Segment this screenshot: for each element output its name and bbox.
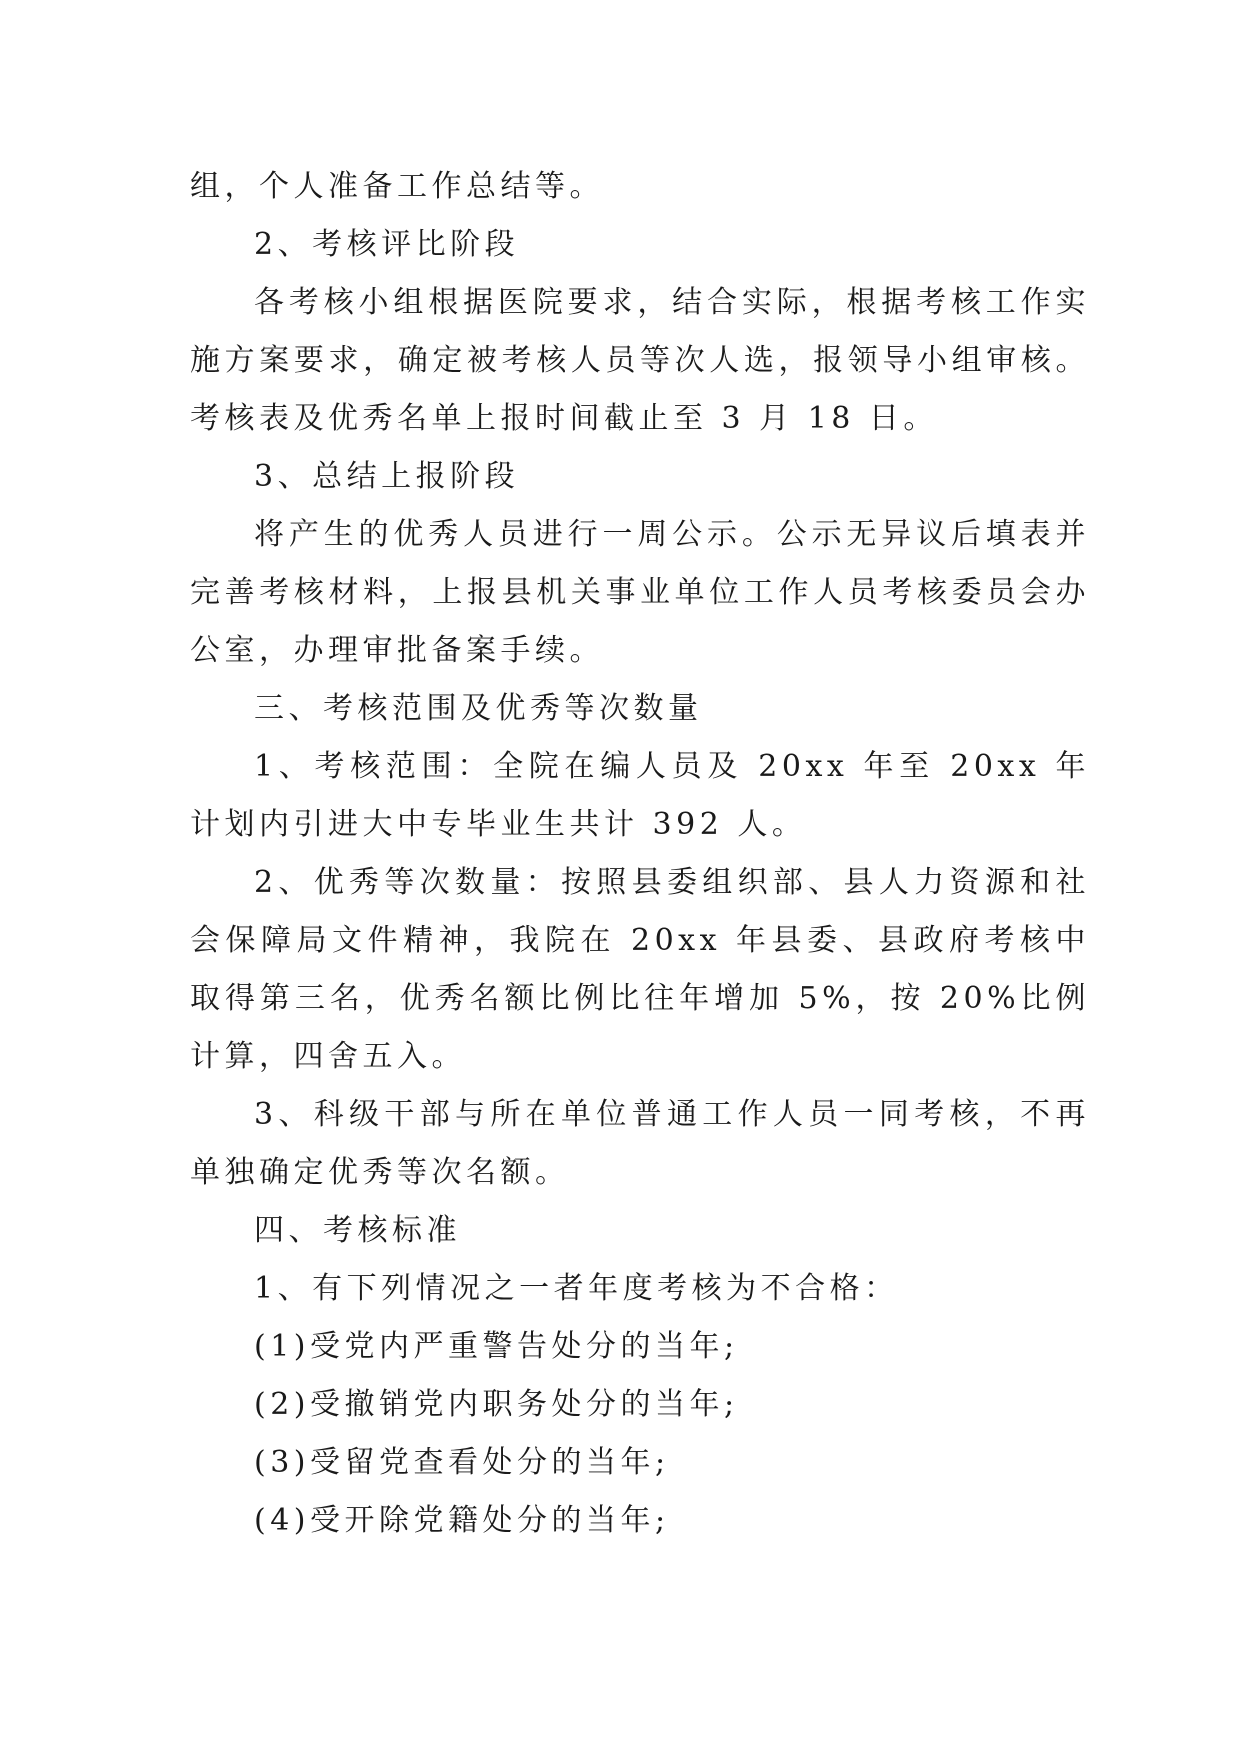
list-item-3: (3)受留党查看处分的当年; [254,1445,670,1480]
section-heading-standards: 四、考核标准 [254,1213,461,1248]
paragraph-summary-stage: 将产生的优秀人员进行一周公示。公示无异议后填表并完善考核材料，上报县机关事业单位工作人员考核委员会办公室，办理审批备案手续。 [190,517,1090,668]
subheading-summary-stage: 3、总结上报阶段 [254,459,520,494]
paragraph-excellent-quota: 2、优秀等次数量：按照县委组织部、县人力资源和社会保障局文件精神，我院在 20xx 年县委、县政府考核中取得第三名，优秀名额比例比往年增加 5%，按 20%比例计算，四舍五入。 [190,865,1090,1074]
paragraph-cadres: 3、科级干部与所在单位普通工作人员一同考核，不再单独确定优秀等次名额。 [190,1097,1090,1190]
section-heading-scope: 三、考核范围及优秀等次数量 [254,691,703,726]
document-body [190,158,1090,1550]
list-item-1: (1)受党内严重警告处分的当年; [254,1329,739,1364]
list-item-4: (4)受开除党籍处分的当年; [254,1503,670,1538]
paragraph-scope: 1、考核范围：全院在编人员及 20xx 年至 20xx 年计划内引进大中专毕业生共计 392 人。 [190,749,1090,842]
subheading-review-stage: 2、考核评比阶段 [254,227,520,262]
list-item-2: (2)受撤销党内职务处分的当年; [254,1387,739,1422]
paragraph-unqualified-intro: 1、有下列情况之一者年度考核为不合格： [254,1271,899,1306]
paragraph-1: 组，个人准备工作总结等。 [190,169,604,204]
paragraph-review-stage: 各考核小组根据医院要求，结合实际，根据考核工作实施方案要求，确定被考核人员等次人选，报领导小组审核。考核表及优秀名单上报时间截止至 3 月 18 日。 [190,285,1090,436]
